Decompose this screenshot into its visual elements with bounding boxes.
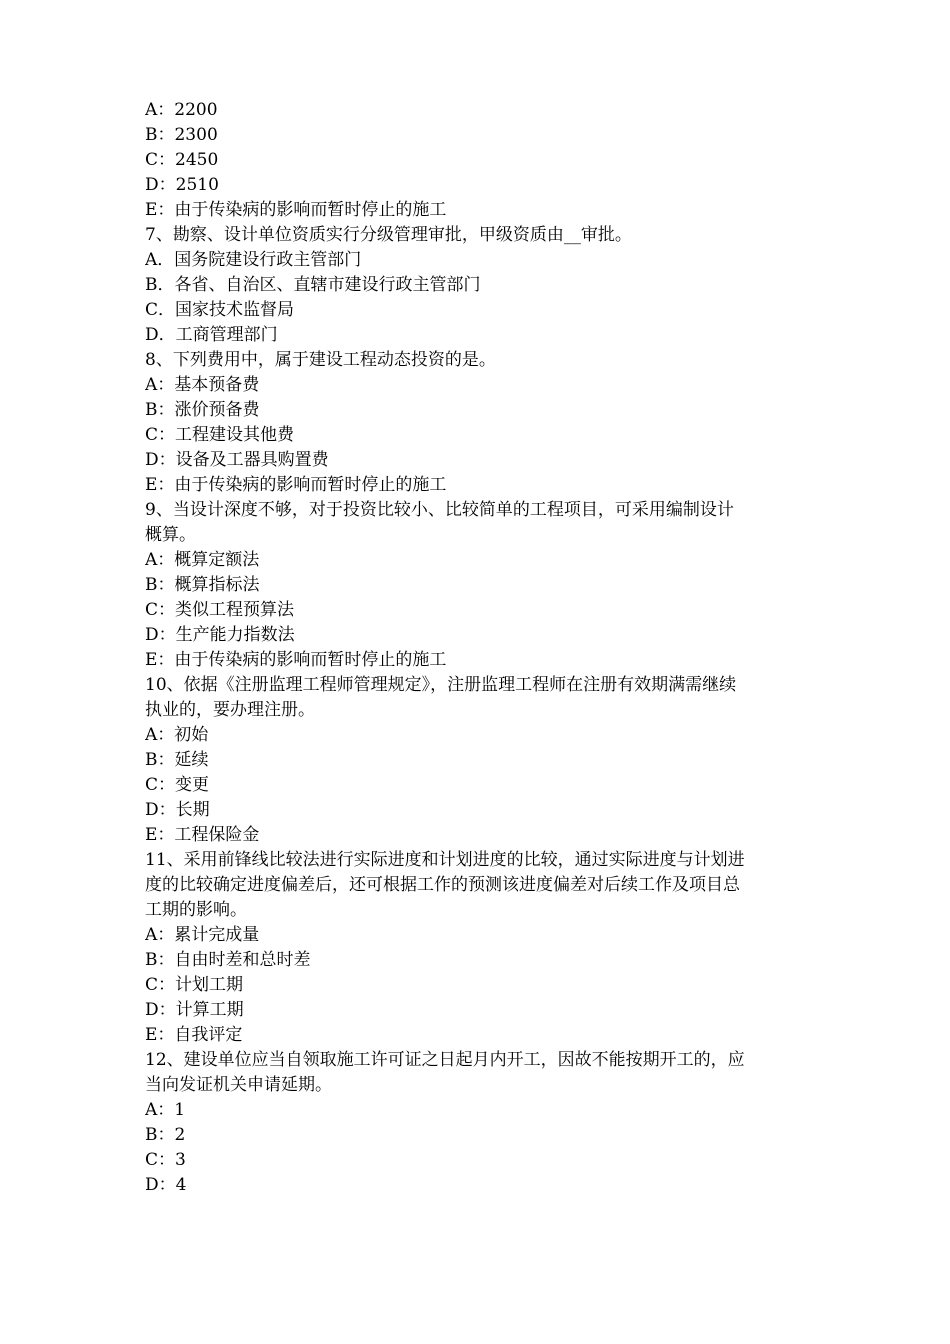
document-page [145,98,810,1198]
option-line: B．各省、自治区、直辖市建设行政主管部门 [145,275,481,295]
option-line: A：2200 [145,100,218,120]
option-line: D：长期 [145,800,210,820]
question-line: 12、建设单位应当自领取施工许可证之日起月内开工，因故不能按期开工的，应 [145,1050,745,1070]
option-line: C：工程建设其他费 [145,425,295,445]
option-line: D：2510 [145,175,219,195]
option-line: A：累计完成量 [145,925,260,945]
option-line: D：设备及工器具购置费 [145,450,329,470]
question-line: 概算。 [145,525,196,545]
question-line: 9、当设计深度不够，对于投资比较小、比较简单的工程项目，可采用编制设计 [145,500,734,520]
question-line: 8、下列费用中，属于建设工程动态投资的是。 [145,350,496,370]
question-line: 工期的影响。 [145,900,247,920]
option-line: C：2450 [145,150,219,170]
option-line: E：工程保险金 [145,825,260,845]
option-line: E：由于传染病的影响而暂时停止的施工 [145,650,447,670]
option-line: B：概算指标法 [145,575,260,595]
option-line: B：2 [145,1125,186,1145]
option-line: B：2300 [145,125,218,145]
option-line: E：自我评定 [145,1025,243,1045]
question-line: 当向发证机关申请延期。 [145,1075,332,1095]
option-line: A：基本预备费 [145,375,260,395]
option-line: D：4 [145,1175,187,1195]
option-line: B：自由时差和总时差 [145,950,311,970]
option-line: C：类似工程预算法 [145,600,295,620]
question-line: 7、勘察、设计单位资质实行分级管理审批，甲级资质由__审批。 [145,225,632,245]
option-line: E：由于传染病的影响而暂时停止的施工 [145,475,447,495]
question-line: 11、采用前锋线比较法进行实际进度和计划进度的比较，通过实际进度与计划进 [145,850,745,870]
option-line: D：生产能力指数法 [145,625,295,645]
option-line: C：计划工期 [145,975,244,995]
option-line: B：涨价预备费 [145,400,260,420]
option-line: D．工商管理部门 [145,325,278,345]
option-line: E：由于传染病的影响而暂时停止的施工 [145,200,447,220]
option-line: A：初始 [145,725,209,745]
option-line: B：延续 [145,750,209,770]
option-line: C．国家技术监督局 [145,300,295,320]
question-line: 执业的，要办理注册。 [145,700,315,720]
question-line: 度的比较确定进度偏差后，还可根据工作的预测该进度偏差对后续工作及项目总 [145,875,740,895]
option-line: C：3 [145,1150,186,1170]
option-line: A：概算定额法 [145,550,260,570]
question-line: 10、依据《注册监理工程师管理规定》，注册监理工程师在注册有效期满需继续 [145,675,737,695]
option-line: C：变更 [145,775,210,795]
option-line: A．国务院建设行政主管部门 [145,250,362,270]
option-line: D：计算工期 [145,1000,244,1020]
option-line: A：1 [145,1100,186,1120]
